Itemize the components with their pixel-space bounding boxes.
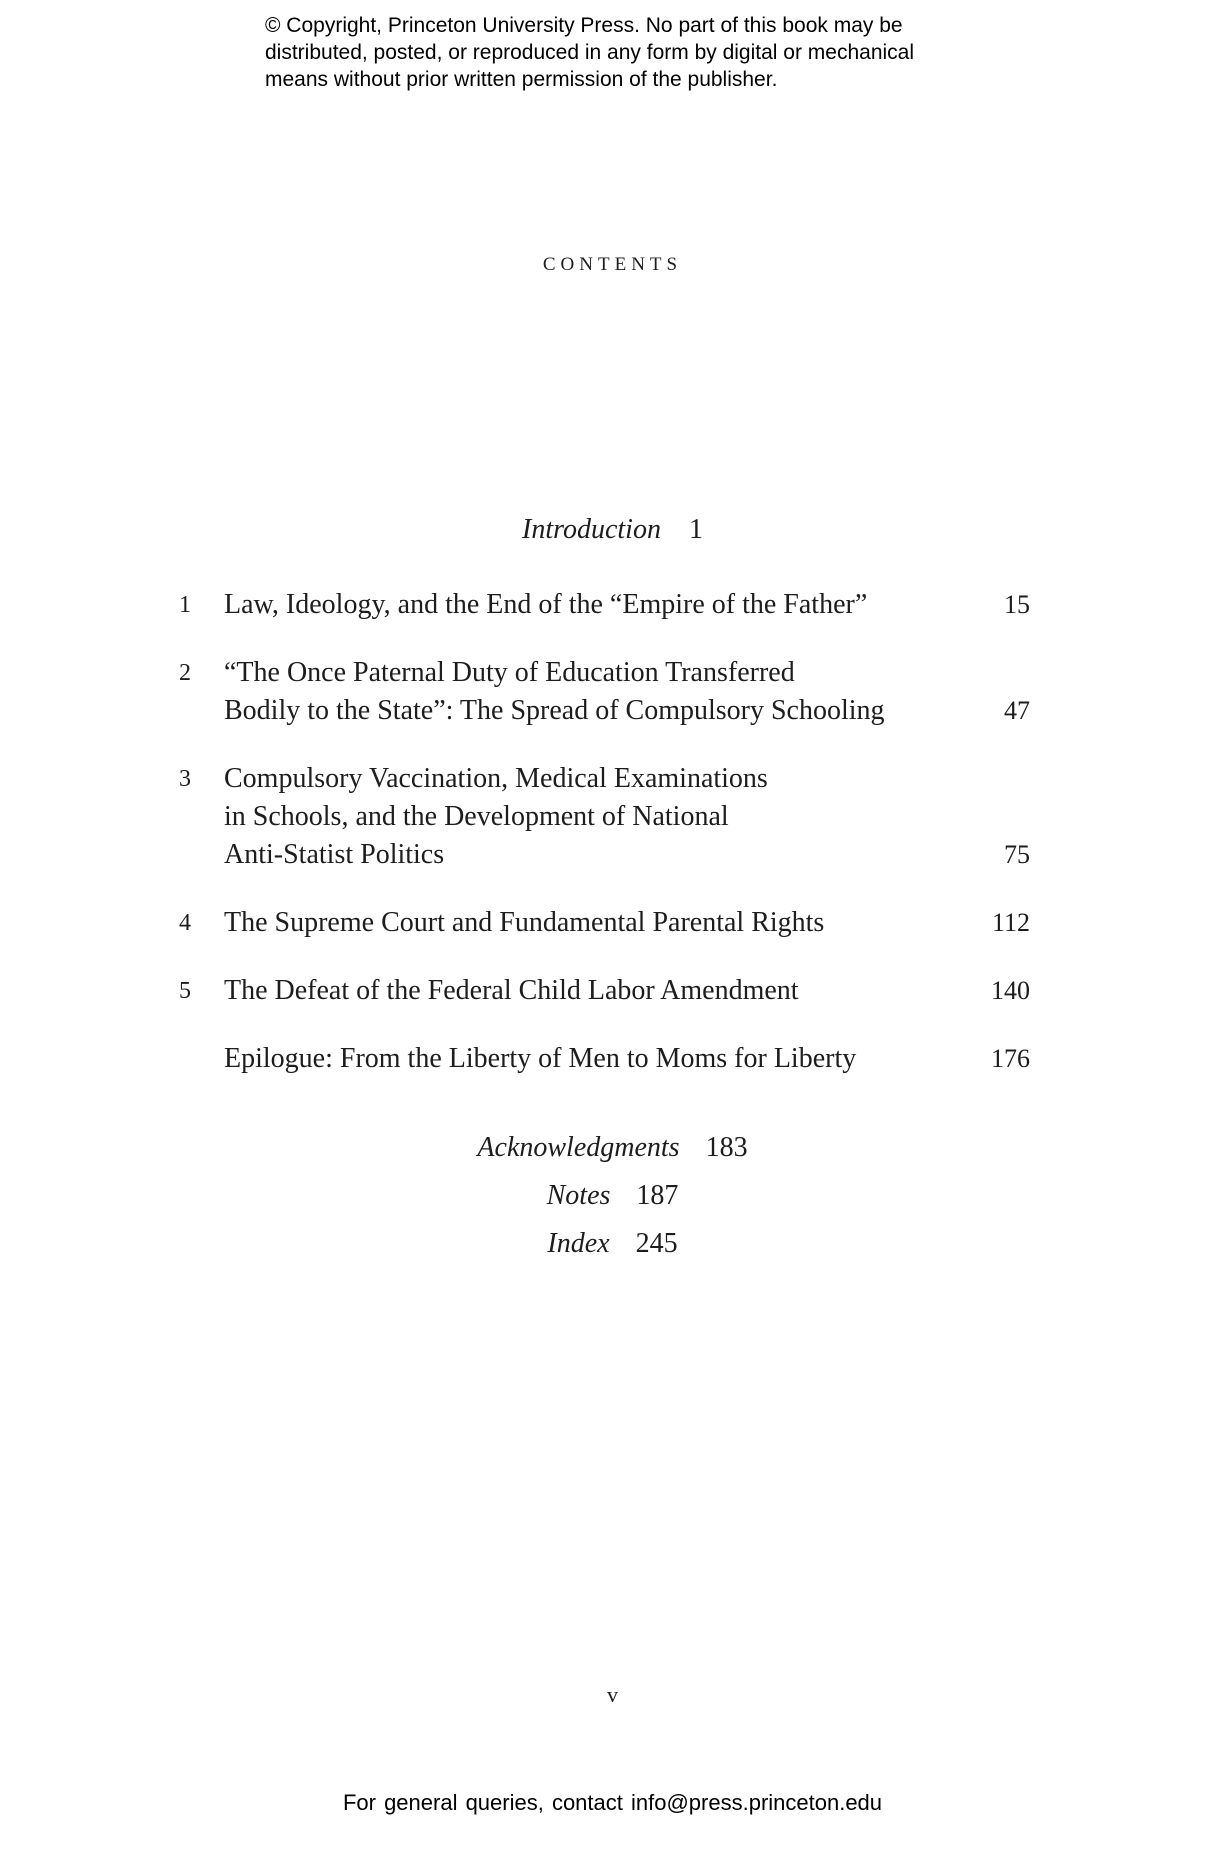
toc-entry-page: 183 [705, 1132, 748, 1163]
chapter-title-line: The Defeat of the Federal Child Labor Amendment [224, 975, 799, 1006]
chapter-title [224, 1040, 914, 1078]
toc-entry-introduction[interactable] [0, 514, 1225, 546]
chapter-title [224, 904, 914, 942]
toc-entry-chapter-5[interactable] [170, 972, 1030, 1010]
chapter-title [224, 654, 914, 730]
chapter-number: 1 [179, 592, 191, 618]
footer-contact: For general queries, contact info@press.princeton.edu [342, 1790, 883, 1815]
toc-entry-chapter-3[interactable] [170, 760, 1030, 874]
toc-entry-label: Introduction [522, 514, 661, 545]
copyright-line: means without prior written permission of the publisher. [265, 68, 778, 91]
toc-entry-page: 187 [636, 1180, 679, 1211]
page-title: contents [542, 246, 683, 276]
back-matter-list [0, 1124, 1225, 1268]
chapter-page: 75 [1004, 840, 1030, 869]
toc-entry-chapter-1[interactable] [170, 586, 1030, 624]
chapter-title-line: The Supreme Court and Fundamental Parental Rights [224, 907, 825, 938]
chapter-title-line: in Schools, and the Development of National [224, 801, 729, 832]
chapter-title [224, 760, 914, 874]
chapter-title-line: Anti-Statist Politics [224, 839, 445, 870]
chapter-title-line: Compulsory Vaccination, Medical Examinations [224, 763, 768, 794]
chapter-page: 140 [991, 976, 1030, 1005]
chapter-number: 5 [179, 978, 191, 1004]
page-number: v [607, 1682, 618, 1707]
copyright-line: distributed, posted, or reproduced in any form by digital or mechanical [265, 41, 915, 64]
chapter-number: 4 [179, 910, 191, 936]
copyright-line: © Copyright, Princeton University Press. No part of this book may be [265, 14, 903, 37]
chapter-title-line: Law, Ideology, and the End of the “Empire of the Father” [224, 589, 868, 620]
chapter-page: 112 [991, 908, 1030, 937]
toc-entry-page: 245 [635, 1228, 678, 1259]
chapter-number: 3 [179, 766, 191, 792]
chapter-title [224, 586, 914, 624]
toc-entry-label: Notes [546, 1180, 611, 1211]
toc-entry-notes[interactable] [0, 1172, 1225, 1220]
toc-entry-chapter-2[interactable] [170, 654, 1030, 730]
chapter-title-line: “The Once Paternal Duty of Education Transferred [224, 657, 795, 688]
chapter-title-line: Epilogue: From the Liberty of Men to Moms for Liberty [224, 1043, 857, 1074]
toc-entry-index[interactable] [0, 1220, 1225, 1268]
chapter-title [224, 972, 914, 1010]
toc-entry-chapter-4[interactable] [170, 904, 1030, 942]
chapter-page: 47 [1004, 696, 1030, 725]
toc-entry-epilogue[interactable] [170, 1040, 1030, 1078]
chapter-page: 176 [991, 1044, 1030, 1073]
toc-entry-page: 1 [688, 514, 703, 545]
toc-entry-label: Index [547, 1228, 610, 1259]
toc-entry-acknowledgments[interactable] [0, 1124, 1225, 1172]
chapter-list [170, 586, 1030, 1108]
toc-entry-label: Acknowledgments [477, 1132, 680, 1163]
chapter-title-line: Bodily to the State”: The Spread of Compulsory Schooling [224, 695, 885, 726]
chapter-page: 15 [1004, 590, 1030, 619]
chapter-number: 2 [179, 660, 191, 686]
copyright-notice [265, 12, 985, 93]
